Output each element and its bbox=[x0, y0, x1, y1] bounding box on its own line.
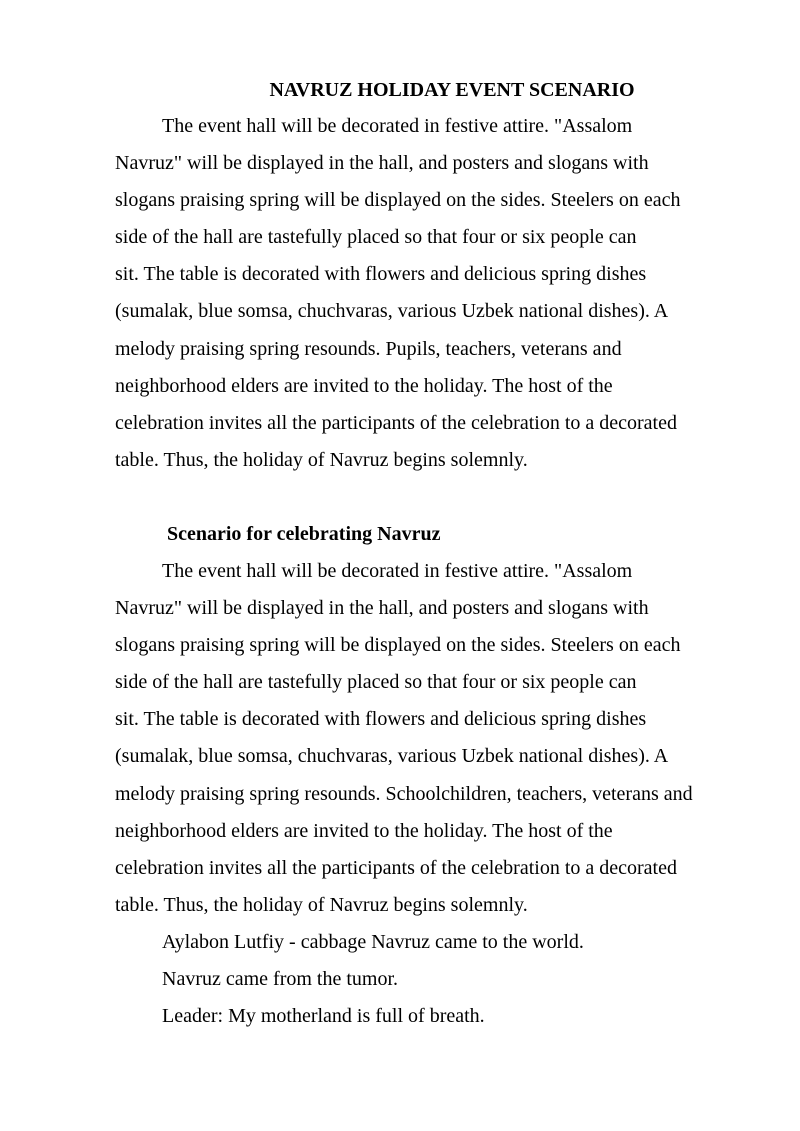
verse-line: Navruz came from the tumor. bbox=[162, 968, 399, 991]
paragraph-line: neighborhood elders are invited to the holiday. The host of the bbox=[115, 819, 613, 842]
paragraph-line: celebration invites all the participants of the celebration to a decorated bbox=[115, 411, 677, 434]
verse-line: Leader: My motherland is full of breath. bbox=[162, 1005, 485, 1028]
paragraph-line: melody praising spring resounds. Schoolchildren, teachers, veterans and bbox=[115, 782, 693, 805]
paragraph-line: table. Thus, the holiday of Navruz begins solemnly. bbox=[115, 448, 528, 471]
paragraph-line: melody praising spring resounds. Pupils, teachers, veterans and bbox=[115, 337, 622, 360]
paragraph-line: The event hall will be decorated in festive attire. "Assalom bbox=[162, 560, 633, 582]
verse-line: Aylabon Lutfiy - cabbage Navruz came to the world. bbox=[162, 930, 584, 953]
paragraph-line: (sumalak, blue somsa, chuchvaras, various Uzbek national dishes). A bbox=[115, 745, 669, 768]
paragraph-line: side of the hall are tastefully placed so that four or six people can bbox=[115, 671, 637, 694]
section-subtitle: Scenario for celebrating Navruz bbox=[167, 523, 441, 545]
paragraph-line: table. Thus, the holiday of Navruz begins solemnly. bbox=[115, 893, 528, 916]
paragraph-line: neighborhood elders are invited to the holiday. The host of the bbox=[115, 374, 613, 397]
paragraph-line: (sumalak, blue somsa, chuchvaras, various Uzbek national dishes). A bbox=[115, 300, 669, 323]
paragraph-line: Navruz" will be displayed in the hall, and posters and slogans with bbox=[115, 597, 649, 620]
paragraph-line: Navruz" will be displayed in the hall, and posters and slogans with bbox=[115, 152, 649, 175]
paragraph-line: slogans praising spring will be displayed on the sides. Steelers on each bbox=[115, 189, 681, 212]
paragraph-line: sit. The table is decorated with flowers and delicious spring dishes bbox=[115, 708, 647, 731]
section-1-paragraph bbox=[115, 108, 755, 479]
paragraph-line: slogans praising spring will be displayed on the sides. Steelers on each bbox=[115, 634, 681, 657]
paragraph-line: celebration invites all the participants of the celebration to a decorated bbox=[115, 856, 677, 879]
section-2-paragraph bbox=[115, 553, 755, 1035]
document-title: NAVRUZ HOLIDAY EVENT SCENARIO bbox=[269, 79, 635, 101]
paragraph-line: The event hall will be decorated in festive attire. "Assalom bbox=[162, 115, 633, 137]
paragraph-line: sit. The table is decorated with flowers and delicious spring dishes bbox=[115, 263, 647, 286]
paragraph-line: side of the hall are tastefully placed so that four or six people can bbox=[115, 226, 637, 249]
